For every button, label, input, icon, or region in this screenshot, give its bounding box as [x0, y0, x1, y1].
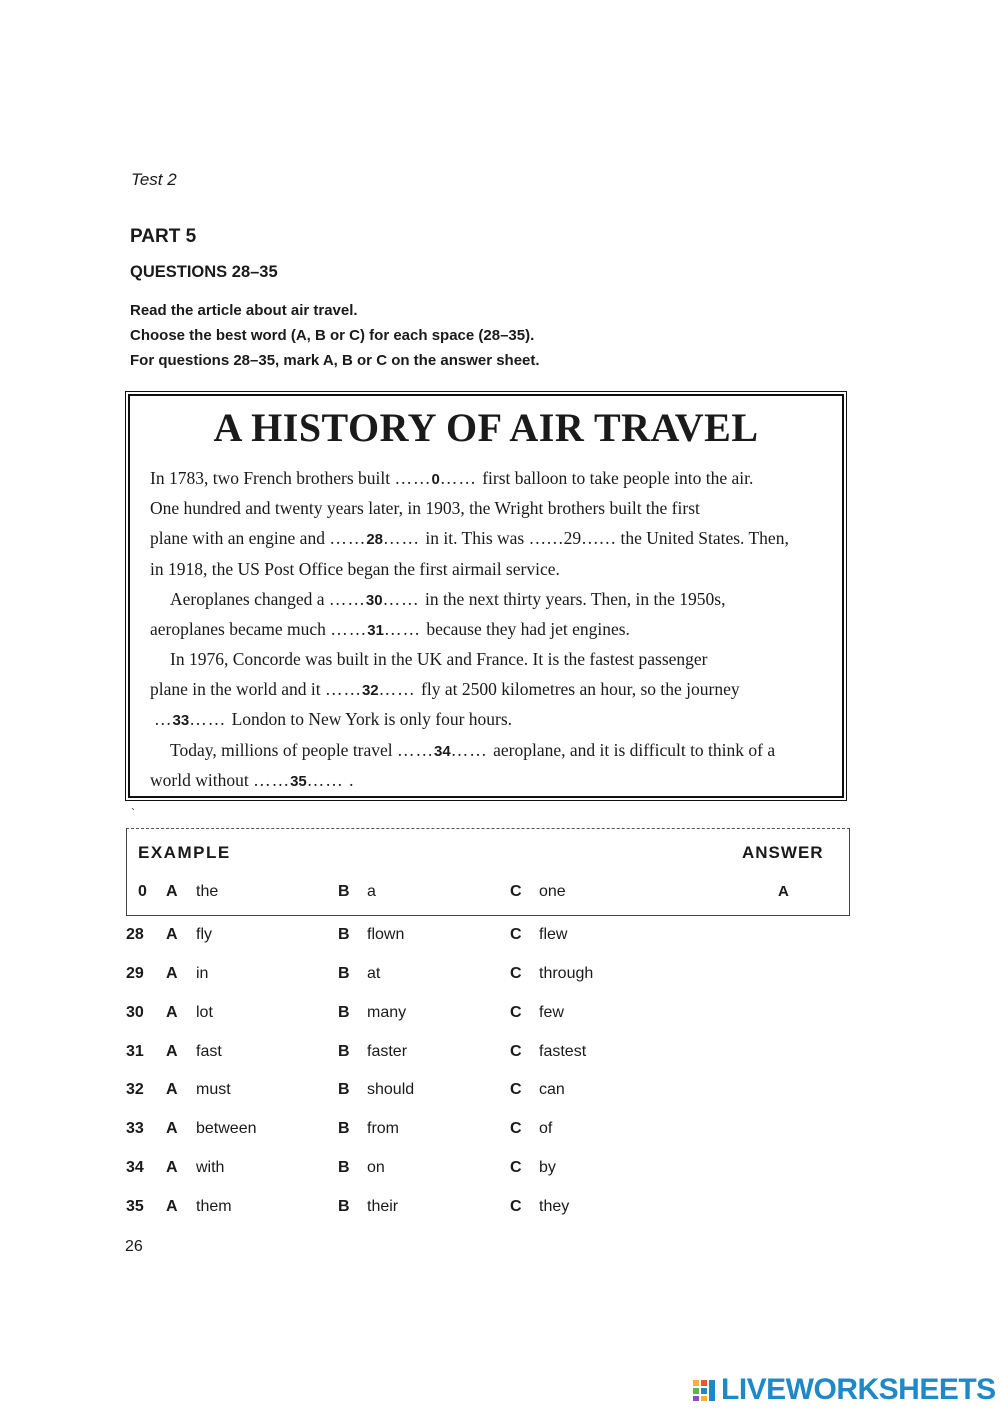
article-box — [128, 394, 844, 798]
gap-35[interactable]: 35 — [290, 773, 307, 790]
option-letter-c[interactable]: C — [510, 1159, 522, 1176]
option-b-text[interactable]: flown — [367, 926, 405, 943]
option-letter-b[interactable]: B — [338, 1159, 350, 1176]
option-a-text[interactable]: lot — [196, 1004, 213, 1021]
option-letter-c[interactable]: C — [510, 1043, 522, 1060]
test-label: Test 2 — [131, 170, 177, 189]
option-a-text[interactable]: must — [196, 1081, 231, 1098]
question-row — [0, 1120, 1000, 1144]
option-a-text[interactable]: between — [196, 1120, 257, 1137]
example-label: EXAMPLE — [138, 843, 231, 862]
question-number: 29 — [126, 965, 144, 982]
question-row — [0, 1198, 1000, 1222]
article-line: One hundred and twenty years later, in 1903, the Wright brothers built the first — [150, 498, 700, 518]
question-row — [0, 965, 1000, 989]
option-b-text[interactable]: at — [367, 965, 381, 982]
instruction-line: Read the article about air travel. — [130, 302, 358, 319]
article-line: Aeroplanes changed a ……30…… in the next thirty years. Then, in the 1950s, — [170, 589, 726, 609]
question-row — [0, 926, 1000, 950]
option-b-text[interactable]: their — [367, 1198, 399, 1215]
option-letter-a[interactable]: A — [166, 1004, 178, 1021]
gap-30[interactable]: 30 — [365, 592, 383, 609]
option-letter-c[interactable]: C — [510, 1081, 522, 1098]
brand-name: LIVEWORKSHEETS — [721, 1373, 996, 1406]
question-number: 30 — [126, 1004, 144, 1021]
option-letter-b[interactable]: B — [338, 1004, 350, 1021]
question-number: 34 — [126, 1159, 144, 1176]
instruction-line: For questions 28–35, mark A, B or C on the answer sheet. — [130, 352, 540, 369]
option-c-text[interactable]: of — [539, 1120, 553, 1137]
option-a-text[interactable]: them — [196, 1198, 232, 1215]
option-letter-c[interactable]: C — [510, 1004, 522, 1021]
part-title: PART 5 — [130, 226, 197, 247]
instruction-line: Choose the best word (A, B or C) for each space (28–35). — [130, 327, 535, 344]
question-row — [0, 1081, 1000, 1105]
option-letter-b[interactable]: B — [338, 1198, 350, 1215]
option-a-text[interactable]: with — [196, 1159, 225, 1176]
liveworksheets-logo-icon — [692, 1378, 716, 1402]
liveworksheets-brand[interactable] — [692, 1375, 996, 1405]
question-row — [0, 1159, 1000, 1183]
question-number: 28 — [126, 926, 144, 943]
questions-range-title: QUESTIONS 28–35 — [130, 263, 278, 281]
option-letter-c[interactable]: C — [510, 965, 522, 982]
option-b-text: a — [367, 883, 376, 900]
option-letter-b[interactable]: B — [338, 926, 350, 943]
question-number: 32 — [126, 1081, 144, 1098]
option-c-text[interactable]: through — [539, 965, 594, 982]
question-number: 0 — [138, 883, 147, 900]
example-row — [0, 883, 1000, 907]
option-letter-c[interactable]: C — [510, 1198, 522, 1215]
gap-33[interactable]: 33 — [172, 712, 190, 729]
question-row — [0, 1004, 1000, 1028]
stray-mark: ` — [131, 806, 135, 820]
option-c-text[interactable]: by — [539, 1159, 556, 1176]
article-line: In 1783, two French brothers built ……0…… first balloon to take people into the air. — [150, 468, 754, 488]
option-c-text: one — [539, 883, 566, 900]
option-letter-b[interactable]: B — [338, 1043, 350, 1060]
article-line: In 1976, Concorde was built in the UK and France. It is the fastest passenger — [170, 649, 708, 669]
option-c-text[interactable]: few — [539, 1004, 564, 1021]
article-line: Today, millions of people travel ……34…… aeroplane, and it is difficult to think of a — [170, 740, 776, 760]
option-letter-c: C — [510, 883, 522, 900]
article-line: …33…… London to New York is only four hours. — [154, 709, 513, 729]
option-b-text[interactable]: faster — [367, 1043, 408, 1060]
option-letter-a[interactable]: A — [166, 926, 178, 943]
gap-31[interactable]: 31 — [367, 622, 384, 639]
question-number: 35 — [126, 1198, 144, 1215]
option-c-text[interactable]: can — [539, 1081, 565, 1098]
option-letter-a[interactable]: A — [166, 965, 178, 982]
page-number: 26 — [125, 1238, 143, 1255]
option-letter-a[interactable]: A — [166, 1043, 178, 1060]
option-letter-b: B — [338, 883, 350, 900]
gap-34[interactable]: 34 — [434, 743, 451, 760]
option-letter-b[interactable]: B — [338, 965, 350, 982]
article-title: A HISTORY OF AIR TRAVEL — [213, 405, 759, 450]
option-c-text[interactable]: flew — [539, 926, 568, 943]
option-b-text[interactable]: from — [367, 1120, 399, 1137]
option-c-text[interactable]: they — [539, 1198, 570, 1215]
option-letter-c[interactable]: C — [510, 926, 522, 943]
option-letter-a: A — [166, 883, 178, 900]
gap-0: 0 — [431, 471, 440, 488]
option-b-text[interactable]: on — [367, 1159, 385, 1176]
article-line: plane with an engine and ……28…… in it. This was ……29…… the United States. Then, — [150, 528, 789, 548]
option-letter-b[interactable]: B — [338, 1081, 350, 1098]
article-line: aeroplanes became much ……31…… because they had jet engines. — [150, 619, 630, 639]
example-answer: A — [778, 883, 789, 900]
gap-28[interactable]: 28 — [366, 531, 384, 548]
answer-label: ANSWER — [742, 843, 824, 862]
article-line: plane in the world and it ……32…… fly at 2500 kilometres an hour, so the journey — [150, 679, 740, 699]
option-a-text: the — [196, 883, 219, 900]
option-c-text[interactable]: fastest — [539, 1043, 587, 1060]
option-b-text[interactable]: many — [367, 1004, 407, 1021]
option-a-text[interactable]: fly — [196, 926, 212, 943]
option-a-text[interactable]: in — [196, 965, 209, 982]
option-letter-c[interactable]: C — [510, 1120, 522, 1137]
question-row — [0, 1043, 1000, 1067]
gap-32[interactable]: 32 — [361, 682, 379, 699]
option-letter-a[interactable]: A — [166, 1120, 178, 1137]
option-letter-a[interactable]: A — [166, 1159, 178, 1176]
question-number: 33 — [126, 1120, 144, 1137]
article-line: world without ……35…… . — [150, 770, 354, 790]
option-a-text[interactable]: fast — [196, 1043, 222, 1060]
option-letter-b[interactable]: B — [338, 1120, 350, 1137]
option-letter-a[interactable]: A — [166, 1081, 178, 1098]
option-b-text[interactable]: should — [367, 1081, 415, 1098]
option-letter-a[interactable]: A — [166, 1198, 178, 1215]
question-number: 31 — [126, 1043, 144, 1060]
article-line: in 1918, the US Post Office began the first airmail service. — [150, 559, 560, 579]
